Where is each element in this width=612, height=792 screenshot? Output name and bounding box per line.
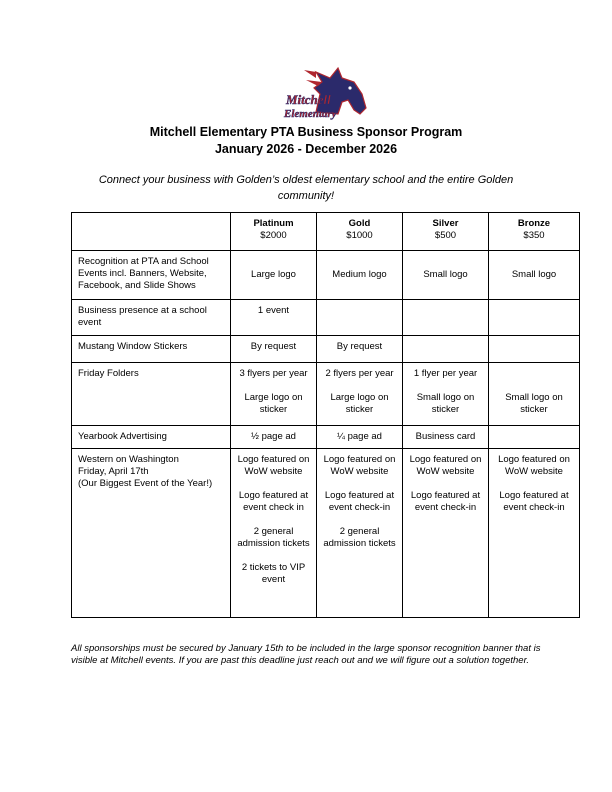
table-cell bbox=[317, 449, 403, 618]
sticker-logo-text: Large logo on sticker bbox=[330, 392, 389, 415]
event-note: (Our Biggest Event of the Year!) bbox=[78, 478, 213, 489]
deadline-note: All sponsorships must be secured by January 15th to be included in the large sponsor recognition banner that is visible at Mitchell events. If you are past this deadline just reach out and we will figure out a solution together. bbox=[71, 643, 541, 666]
table-cell: Large logo bbox=[231, 251, 317, 300]
table-row bbox=[72, 363, 580, 426]
table-cell: ¼ page ad bbox=[317, 426, 403, 449]
logo-text-line1: Mitchell bbox=[286, 92, 331, 107]
flyers-text: 1 flyer per year bbox=[413, 368, 478, 379]
tier-price: $350 bbox=[523, 230, 545, 241]
table-cell bbox=[489, 449, 580, 618]
event-date: Friday, April 17th bbox=[78, 466, 149, 477]
table-row bbox=[72, 336, 580, 363]
row-label: Friday Folders bbox=[72, 363, 231, 426]
tier-name: Gold bbox=[348, 218, 371, 229]
tier-gold-header bbox=[317, 213, 403, 251]
school-logo bbox=[276, 64, 380, 124]
table-cell bbox=[317, 363, 403, 426]
row-label: Yearbook Advertising bbox=[72, 426, 231, 449]
tagline: Connect your business with Golden’s oldest elementary school and the entire Golden community! bbox=[98, 174, 514, 202]
tier-name: Platinum bbox=[253, 218, 294, 229]
tier-price: $1000 bbox=[346, 230, 373, 241]
tier-price: $2000 bbox=[260, 230, 287, 241]
header-blank-cell bbox=[72, 213, 231, 251]
sticker-logo-text: Small logo on sticker bbox=[505, 392, 563, 415]
row-label: Business presence at a school event bbox=[72, 300, 231, 336]
table-cell: 1 event bbox=[231, 300, 317, 336]
table-cell bbox=[317, 300, 403, 336]
table-cell: ½ page ad bbox=[231, 426, 317, 449]
row-label bbox=[72, 449, 231, 618]
website-text: Logo featured on WoW website bbox=[409, 454, 482, 477]
table-cell: Small logo bbox=[489, 251, 580, 300]
table-cell bbox=[489, 426, 580, 449]
tickets-text: 2 general admission tickets bbox=[237, 526, 310, 549]
checkin-text: Logo featured at event check-in bbox=[324, 490, 395, 513]
tier-bronze-header bbox=[489, 213, 580, 251]
table-cell bbox=[489, 336, 580, 363]
checkin-text: Logo featured at event check-in bbox=[410, 490, 481, 513]
table-row bbox=[72, 426, 580, 449]
table-row bbox=[72, 449, 580, 618]
table-cell: Business card bbox=[403, 426, 489, 449]
tier-price: $500 bbox=[434, 230, 457, 241]
table-cell bbox=[231, 363, 317, 426]
checkin-text: Logo featured at event check-in bbox=[499, 490, 569, 513]
program-dates: January 2026 - December 2026 bbox=[214, 142, 398, 156]
checkin-text: Logo featured at event check in bbox=[238, 490, 309, 513]
website-text: Logo featured on WoW website bbox=[237, 454, 310, 477]
page-title: Mitchell Elementary PTA Business Sponsor Program bbox=[149, 125, 463, 139]
table-cell bbox=[231, 449, 317, 618]
table-cell bbox=[403, 336, 489, 363]
tier-silver-header bbox=[403, 213, 489, 251]
website-text: Logo featured on WoW website bbox=[498, 454, 570, 477]
table-cell bbox=[489, 300, 580, 336]
sticker-logo-text: Large logo on sticker bbox=[244, 392, 303, 415]
flyers-text: 3 flyers per year bbox=[239, 368, 308, 379]
row-label: Recognition at PTA and School Events incl. Banners, Website, Facebook, and Slide Shows bbox=[72, 251, 231, 300]
row-label: Mustang Window Stickers bbox=[72, 336, 231, 363]
table-row bbox=[72, 251, 580, 300]
logo-text-line2: Elementary bbox=[284, 108, 337, 120]
event-name: Western on Washington bbox=[78, 454, 179, 465]
tier-platinum-header bbox=[231, 213, 317, 251]
website-text: Logo featured on WoW website bbox=[323, 454, 396, 477]
table-header-row bbox=[72, 213, 580, 251]
tier-name: Bronze bbox=[517, 218, 551, 229]
table-cell: By request bbox=[231, 336, 317, 363]
table-cell bbox=[489, 363, 580, 426]
table-cell: By request bbox=[317, 336, 403, 363]
flyers-text bbox=[493, 368, 575, 380]
vip-text: 2 tickets to VIP event bbox=[241, 562, 306, 585]
table-cell bbox=[403, 300, 489, 336]
table-cell: Small logo bbox=[403, 251, 489, 300]
table-cell bbox=[403, 363, 489, 426]
tickets-text: 2 general admission tickets bbox=[323, 526, 396, 549]
sponsor-tier-table bbox=[71, 212, 580, 618]
table-cell: Medium logo bbox=[317, 251, 403, 300]
flyers-text: 2 flyers per year bbox=[325, 368, 394, 379]
sticker-logo-text: Small logo on sticker bbox=[416, 392, 475, 415]
tier-name: Silver bbox=[432, 218, 459, 229]
table-row bbox=[72, 300, 580, 336]
table-cell bbox=[403, 449, 489, 618]
